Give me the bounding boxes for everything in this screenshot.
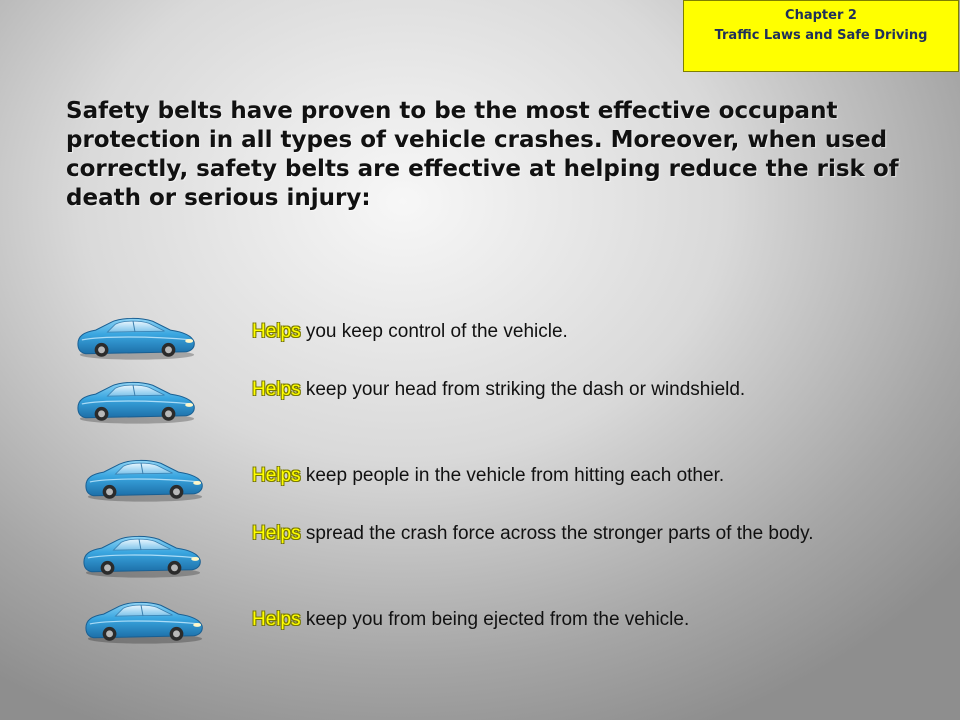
blue-car-icon (78, 532, 206, 580)
chapter-label-box (683, 0, 959, 72)
benefit-keyword: Helps (252, 379, 301, 400)
chapter-number: Chapter 2 (785, 8, 857, 23)
intro-paragraph: Safety belts have proven to be the most effective occupant protection in all types of vehicle crashes. Moreover, when used correctly, safety belts are effective at helping reduce the risk of death or serious injury: (66, 98, 899, 211)
benefit-keyword: Helps (252, 609, 301, 630)
benefit-text: keep people in the vehicle from hitting each other. (300, 465, 725, 486)
benefit-item (252, 461, 862, 490)
benefit-item (252, 375, 862, 404)
benefit-keyword: Helps (252, 523, 301, 544)
blue-car-icon (80, 456, 208, 504)
benefit-item (252, 519, 862, 548)
benefit-text: keep you from being ejected from the vehicle. (300, 609, 690, 630)
blue-car-icon (72, 378, 200, 426)
blue-car-icon (80, 598, 208, 646)
chapter-title: Traffic Laws and Safe Driving (714, 28, 928, 43)
benefit-item (252, 605, 862, 634)
benefit-item (252, 317, 862, 346)
blue-car-icon (72, 314, 200, 362)
benefit-text: keep your head from striking the dash or windshield. (300, 379, 746, 400)
benefit-text: spread the crash force across the stronger parts of the body. (300, 523, 814, 544)
benefit-keyword: Helps (252, 465, 301, 486)
benefit-keyword: Helps (252, 321, 301, 342)
benefit-text: you keep control of the vehicle. (300, 321, 568, 342)
